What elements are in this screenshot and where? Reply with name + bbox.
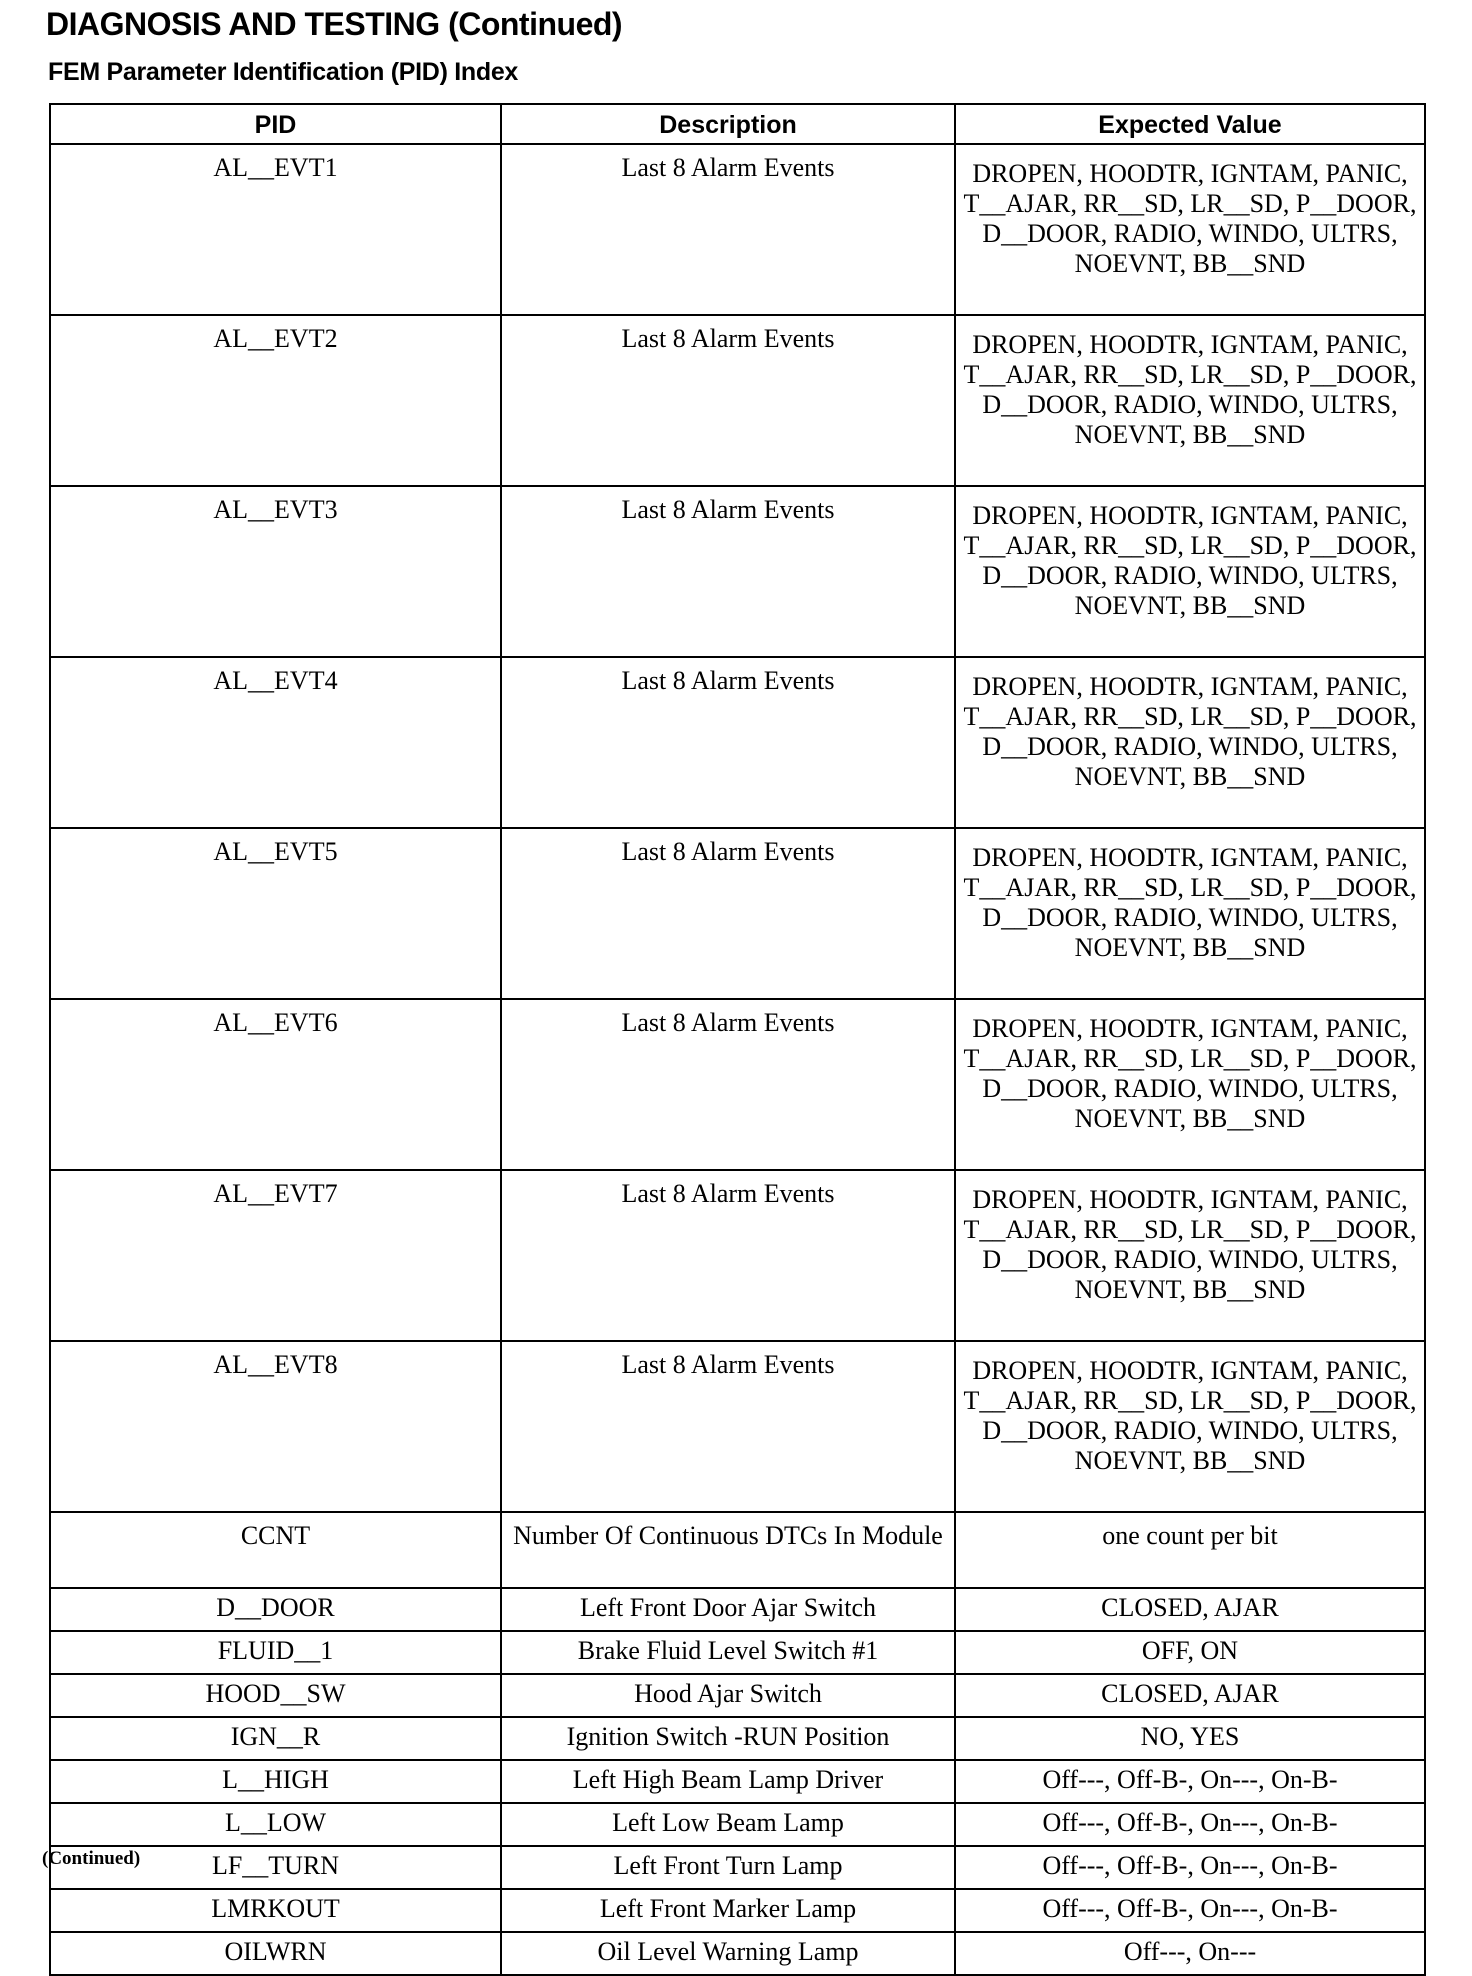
description-cell: Last 8 Alarm Events xyxy=(501,828,955,999)
expected-value-cell: NO, YES xyxy=(955,1717,1425,1760)
table-row xyxy=(50,1512,1425,1588)
pid-cell: AL__EVT5 xyxy=(50,828,501,999)
table-row xyxy=(50,486,1425,657)
expected-value-cell: Off---, On--- xyxy=(955,1932,1425,1975)
table-row xyxy=(50,1588,1425,1631)
table-row xyxy=(50,1341,1425,1512)
pid-cell: HOOD__SW xyxy=(50,1674,501,1717)
description-cell: Last 8 Alarm Events xyxy=(501,657,955,828)
description-cell: Last 8 Alarm Events xyxy=(501,315,955,486)
expected-value-cell: CLOSED, AJAR xyxy=(955,1674,1425,1717)
pid-cell: AL__EVT8 xyxy=(50,1341,501,1512)
table-row xyxy=(50,657,1425,828)
pid-cell: LF__TURN xyxy=(50,1846,501,1889)
table-row xyxy=(50,1674,1425,1717)
description-cell: Left Front Turn Lamp xyxy=(501,1846,955,1889)
expected-value-cell: OFF, ON xyxy=(955,1631,1425,1674)
description-cell: Last 8 Alarm Events xyxy=(501,1341,955,1512)
pid-cell: L__LOW xyxy=(50,1803,501,1846)
description-cell: Ignition Switch -RUN Position xyxy=(501,1717,955,1760)
table-row xyxy=(50,144,1425,315)
table-row xyxy=(50,1932,1425,1975)
description-cell: Left High Beam Lamp Driver xyxy=(501,1760,955,1803)
pid-cell: AL__EVT1 xyxy=(50,144,501,315)
pid-index-table xyxy=(49,103,1426,1976)
expected-value-cell: one count per bit xyxy=(955,1512,1425,1588)
expected-value-cell: CLOSED, AJAR xyxy=(955,1588,1425,1631)
pid-cell: CCNT xyxy=(50,1512,501,1588)
table-row xyxy=(50,1889,1425,1932)
pid-cell: AL__EVT6 xyxy=(50,999,501,1170)
expected-value-cell: DROPEN, HOODTR, IGNTAM, PANIC, T__AJAR, RR__SD, LR__SD, P__DOOR, D__DOOR, RADIO, WINDO, ULTRS, NOEVNT, BB__SND xyxy=(955,315,1425,486)
expected-value-cell: Off---, Off-B-, On---, On-B- xyxy=(955,1846,1425,1889)
description-cell: Last 8 Alarm Events xyxy=(501,144,955,315)
table-row xyxy=(50,999,1425,1170)
table-row xyxy=(50,1803,1425,1846)
description-cell: Hood Ajar Switch xyxy=(501,1674,955,1717)
table-header-row xyxy=(50,104,1425,144)
pid-cell: OILWRN xyxy=(50,1932,501,1975)
column-header-description: Description xyxy=(501,104,955,144)
table-row xyxy=(50,1717,1425,1760)
table-row xyxy=(50,315,1425,486)
expected-value-cell: DROPEN, HOODTR, IGNTAM, PANIC, T__AJAR, RR__SD, LR__SD, P__DOOR, D__DOOR, RADIO, WINDO, ULTRS, NOEVNT, BB__SND xyxy=(955,999,1425,1170)
expected-value-cell: DROPEN, HOODTR, IGNTAM, PANIC, T__AJAR, RR__SD, LR__SD, P__DOOR, D__DOOR, RADIO, WINDO, ULTRS, NOEVNT, BB__SND xyxy=(955,1170,1425,1341)
pid-cell: AL__EVT4 xyxy=(50,657,501,828)
pid-cell: AL__EVT7 xyxy=(50,1170,501,1341)
description-cell: Number Of Continuous DTCs In Module xyxy=(501,1512,955,1588)
description-cell: Brake Fluid Level Switch #1 xyxy=(501,1631,955,1674)
pid-cell: AL__EVT3 xyxy=(50,486,501,657)
column-header-expected-value: Expected Value xyxy=(955,104,1425,144)
expected-value-cell: DROPEN, HOODTR, IGNTAM, PANIC, T__AJAR, RR__SD, LR__SD, P__DOOR, D__DOOR, RADIO, WINDO, ULTRS, NOEVNT, BB__SND xyxy=(955,486,1425,657)
table-row xyxy=(50,1846,1425,1889)
description-cell: Oil Level Warning Lamp xyxy=(501,1932,955,1975)
expected-value-cell: Off---, Off-B-, On---, On-B- xyxy=(955,1760,1425,1803)
description-cell: Left Front Marker Lamp xyxy=(501,1889,955,1932)
pid-cell: L__HIGH xyxy=(50,1760,501,1803)
expected-value-cell: Off---, Off-B-, On---, On-B- xyxy=(955,1889,1425,1932)
expected-value-cell: DROPEN, HOODTR, IGNTAM, PANIC, T__AJAR, RR__SD, LR__SD, P__DOOR, D__DOOR, RADIO, WINDO, ULTRS, NOEVNT, BB__SND xyxy=(955,828,1425,999)
description-cell: Last 8 Alarm Events xyxy=(501,999,955,1170)
expected-value-cell: DROPEN, HOODTR, IGNTAM, PANIC, T__AJAR, RR__SD, LR__SD, P__DOOR, D__DOOR, RADIO, WINDO, ULTRS, NOEVNT, BB__SND xyxy=(955,657,1425,828)
table-row xyxy=(50,1170,1425,1341)
page-title: DIAGNOSIS AND TESTING (Continued) xyxy=(46,6,623,42)
pid-cell: LMRKOUT xyxy=(50,1889,501,1932)
pid-cell: FLUID__1 xyxy=(50,1631,501,1674)
expected-value-cell: Off---, Off-B-, On---, On-B- xyxy=(955,1803,1425,1846)
column-header-pid: PID xyxy=(50,104,501,144)
description-cell: Left Front Door Ajar Switch xyxy=(501,1588,955,1631)
pid-cell: D__DOOR xyxy=(50,1588,501,1631)
pid-cell: IGN__R xyxy=(50,1717,501,1760)
pid-cell: AL__EVT2 xyxy=(50,315,501,486)
table-row xyxy=(50,828,1425,999)
description-cell: Last 8 Alarm Events xyxy=(501,486,955,657)
description-cell: Last 8 Alarm Events xyxy=(501,1170,955,1341)
description-cell: Left Low Beam Lamp xyxy=(501,1803,955,1846)
table-row xyxy=(50,1631,1425,1674)
continued-note: (Continued) xyxy=(42,1848,141,1869)
table-caption: FEM Parameter Identification (PID) Index xyxy=(48,58,519,86)
table-row xyxy=(50,1760,1425,1803)
expected-value-cell: DROPEN, HOODTR, IGNTAM, PANIC, T__AJAR, RR__SD, LR__SD, P__DOOR, D__DOOR, RADIO, WINDO, ULTRS, NOEVNT, BB__SND xyxy=(955,1341,1425,1512)
expected-value-cell: DROPEN, HOODTR, IGNTAM, PANIC, T__AJAR, RR__SD, LR__SD, P__DOOR, D__DOOR, RADIO, WINDO, ULTRS, NOEVNT, BB__SND xyxy=(955,144,1425,315)
